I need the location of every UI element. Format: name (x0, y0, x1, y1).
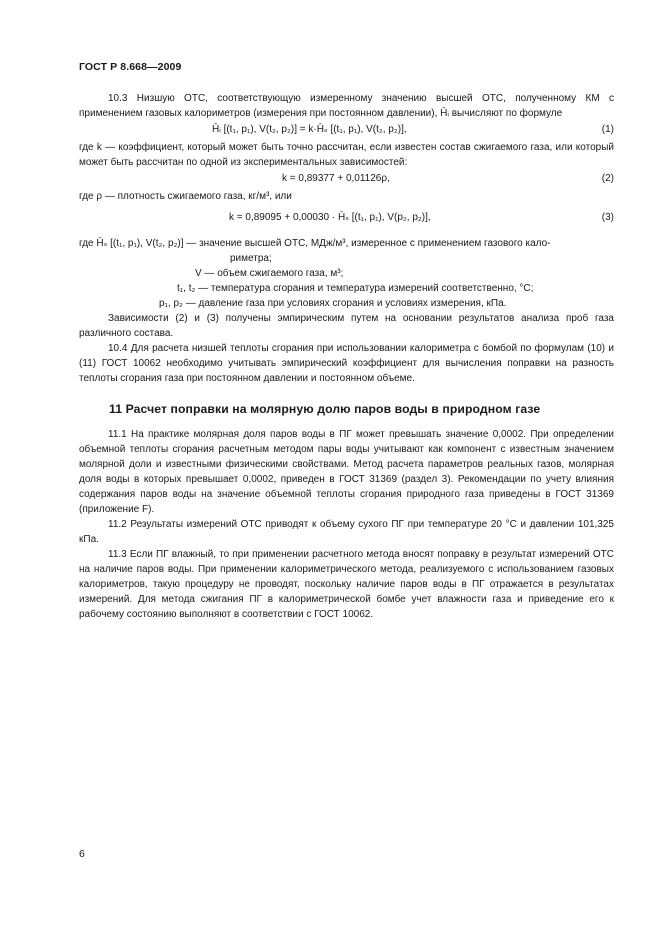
formula-3-expression: k = 0,89095 + 0,00030 · H̄ₛ [(t₁, p₁), V(p₂, p₂)], (229, 212, 431, 223)
formula-3-number: (3) (601, 212, 614, 223)
paragraph-10-3: 10.3 Низшую ОТС, соответствующую измеренному значению высшей ОТС, полученному КМ с применением газовых калориметров (измерения при постоянном давлении), H̄ᵢ вычисляют по формуле (79, 93, 614, 119)
page-body (79, 91, 614, 622)
formula-1-expression: H̄ᵢ [(t₁, p₁), V(t₂, p₂)] = k·H̄ₛ [(t₁, p₁), V(t₂, p₂)], (212, 124, 407, 135)
definition-hs: где H̄ₛ [(t₁, p₁), V(t₂, p₂)] — значение высшей ОТС, МДж/м³, измеренное с применением газового кало- (79, 238, 551, 249)
paragraph-11-1: 11.1 На практике молярная доля паров воды в ПГ может превышать значение 0,0002. При определении объемной теплоты сгорания расчетным методом пары воды учитывают как компонент с известным значением молярной доли и известными физическими свойствами. Метод расчета параметров реальных газов, молярная доля воды в которых превышает 0,0002, приведен в ГОСТ 31369 (раздел 3). Рекомендации по учету влияния содержания паров воды на значение объемной теплоты сгорания природного газа приведены в ГОСТ 31369 (приложение F). (79, 429, 614, 515)
formula-1 (79, 121, 614, 140)
formula-3 (79, 204, 614, 230)
document-header: ГОСТ Р 8.668—2009 (79, 61, 182, 73)
definition-p: p₁, p₂ — давление газа при условиях сгорания и условиях измерения, кПа. (159, 298, 507, 309)
where-rho-line: где ρ — плотность сжигаемого газа, кг/м³, или (79, 191, 292, 202)
paragraph-11-2: 11.2 Результаты измерений ОТС приводят к объему сухого ПГ при температуре 20 °С и давлении 101,325 кПа. (79, 519, 614, 545)
formula-2-expression: k = 0,89377 + 0,01126ρ, (282, 173, 390, 184)
page-number: 6 (79, 848, 85, 860)
formula-2 (79, 170, 614, 189)
definition-hs-continued: риметра; (230, 253, 272, 264)
where-k-paragraph: где k — коэффициент, который может быть точно рассчитан, если известен состав сжигаемого газа, или который может быть рассчитан по одной из экспериментальных зависимостей: (79, 142, 614, 168)
definition-v: V — объем сжигаемого газа, м³; (195, 268, 344, 279)
paragraph-11-3: 11.3 Если ПГ влажный, то при применении расчетного метода вносят поправку в результат измерений ОТС на наличие паров воды. При применении калориметрического метода, реализуемого с использованием газовых калориметров, такую процедуру не проводят, поскольку наличие паров воды в ПГ отражается в результатах измерений. Для метода сжигания ПГ в калориметрической бомбе учет влажности газа и приведение его к рабочему состоянию выполняют в соответствии с ГОСТ 10062. (79, 549, 614, 620)
formula-1-number: (1) (601, 124, 614, 135)
section-11-title: 11 Расчет поправки на молярную долю паров воды в природном газе (109, 402, 541, 416)
definition-t: t₁, t₂ — температура сгорания и температура измерений соответственно, °С; (177, 283, 534, 294)
formula-2-number: (2) (601, 173, 614, 184)
dependencies-paragraph: Зависимости (2) и (3) получены эмпирическим путем на основании результатов анализа проб газа различного состава. (79, 313, 614, 339)
paragraph-10-4: 10.4 Для расчета низшей теплоты сгорания при использовании калориметра с бомбой по формулам (10) и (11) ГОСТ 10062 необходимо учитывать эмпирический коэффициент для вычисления поправки на разность теплоты сгорания газа при постоянном давлении и постоянном объеме. (79, 343, 614, 384)
